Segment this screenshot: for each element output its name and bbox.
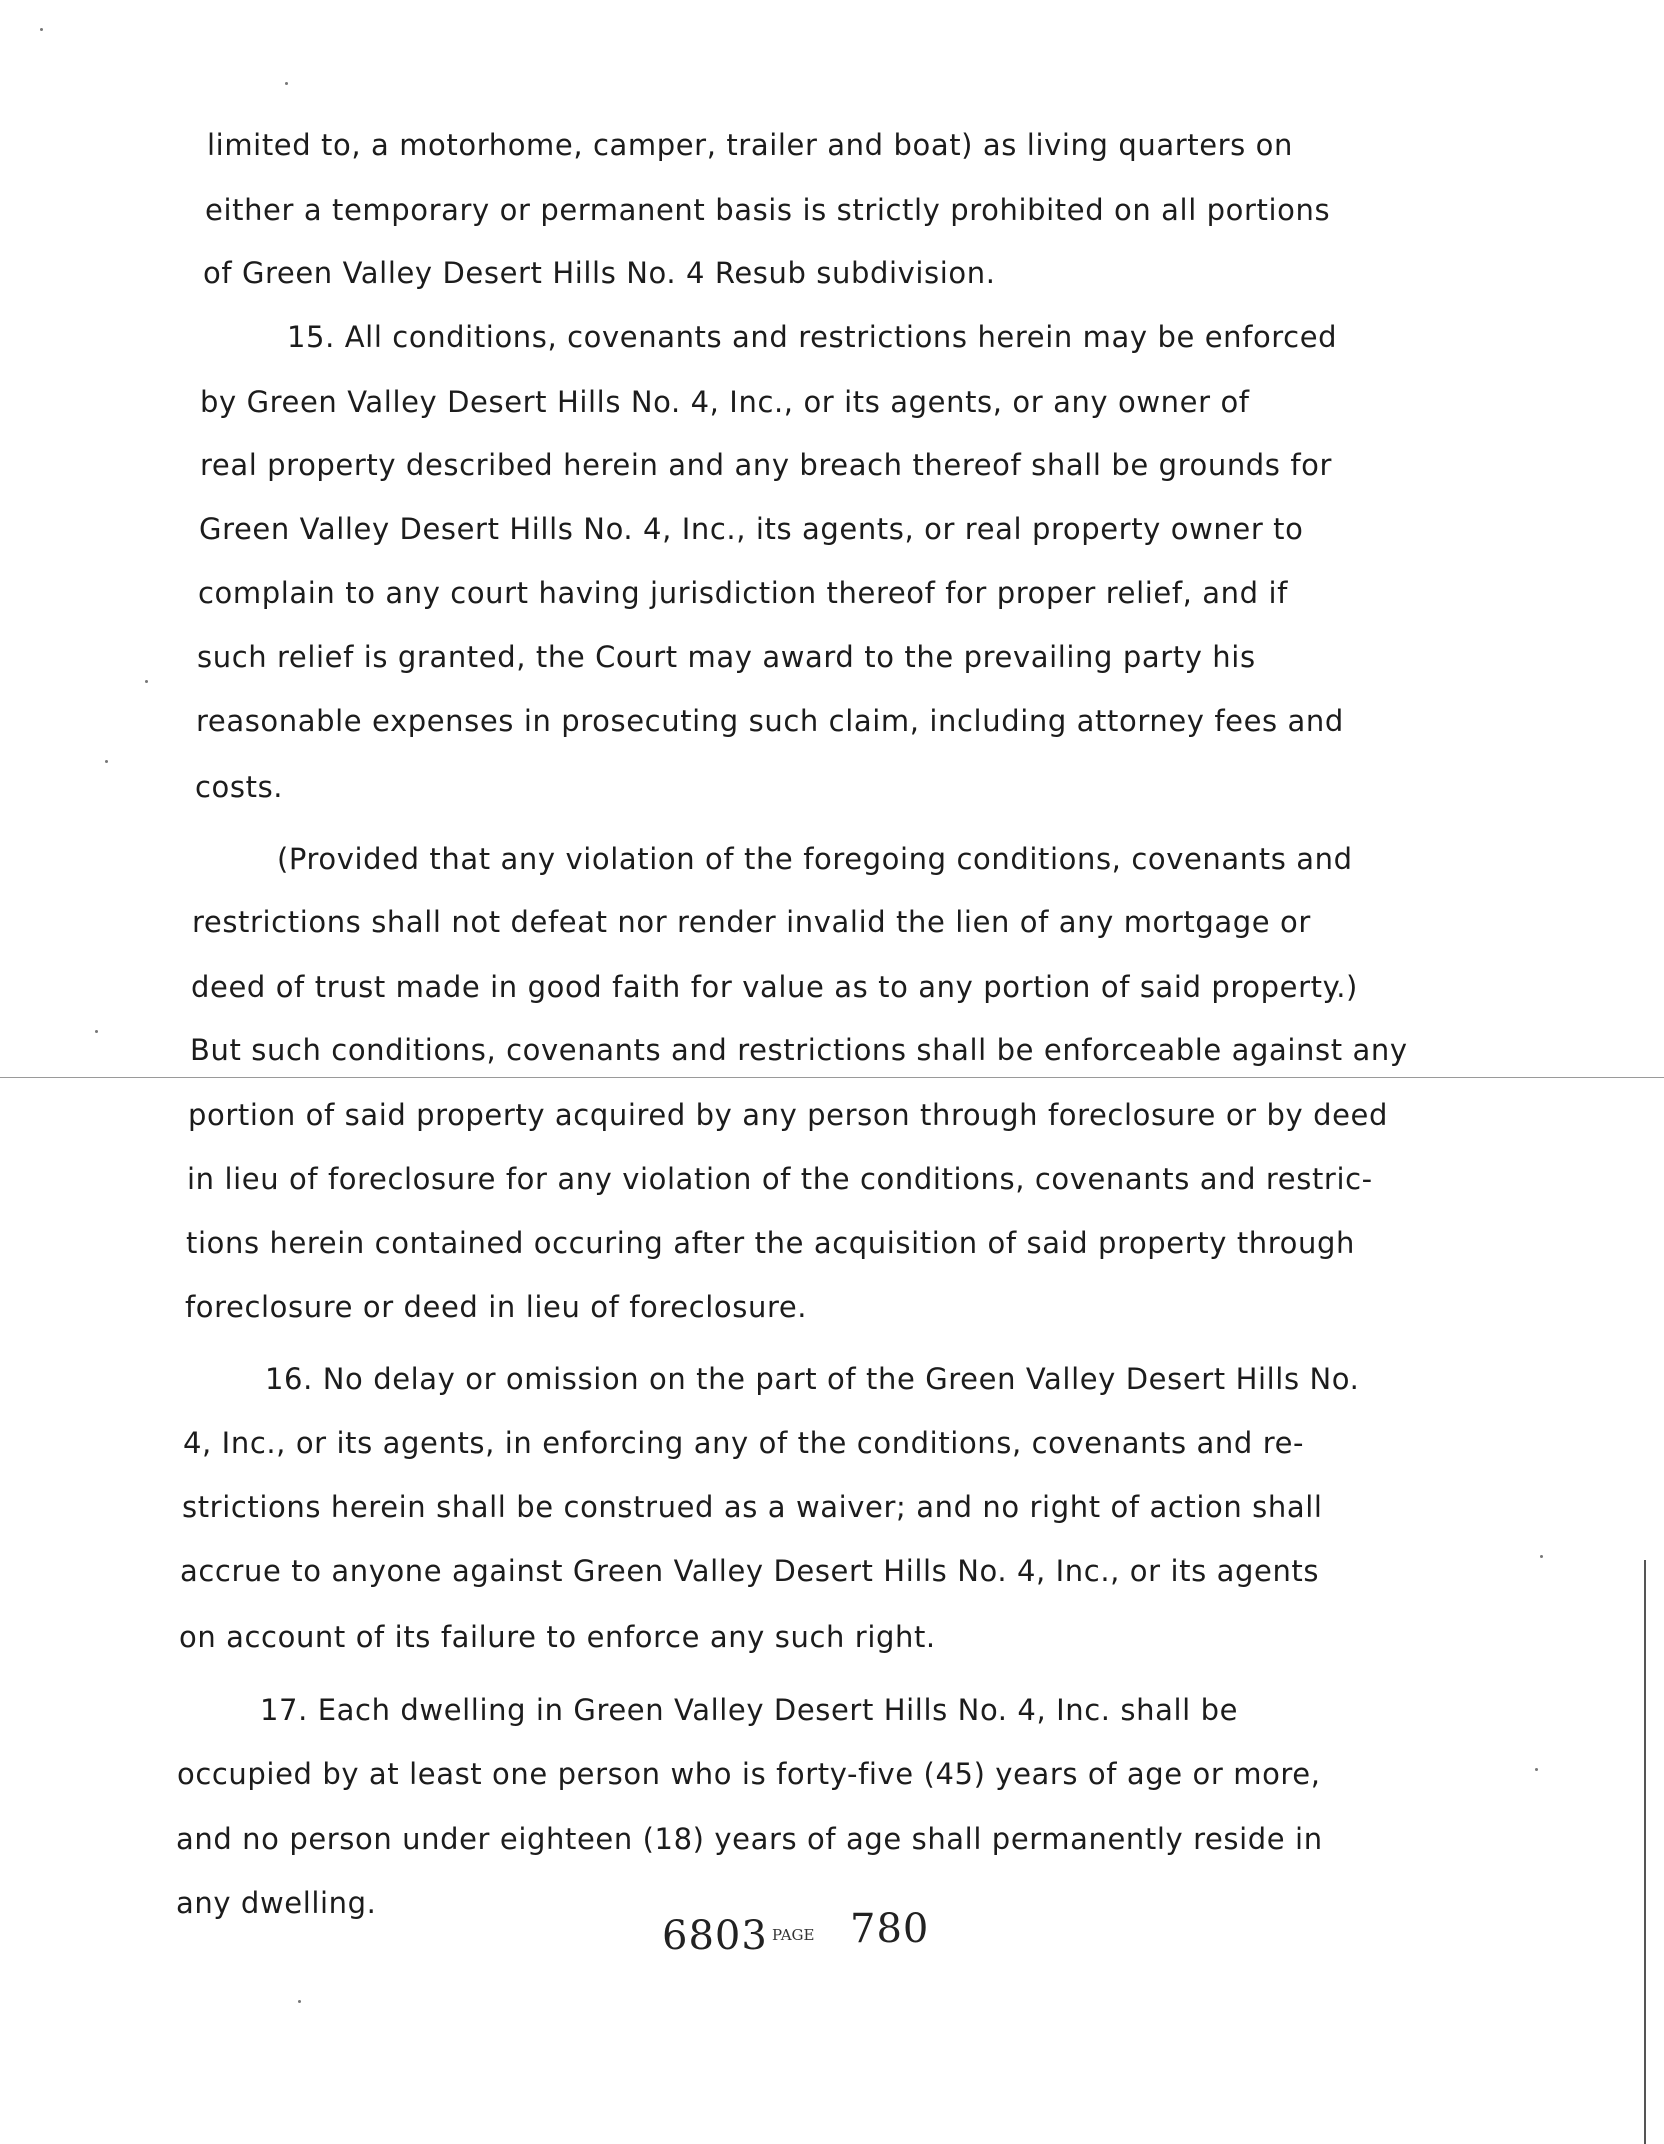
text-line: 4, Inc., or its agents, in enforcing any of the conditions, covenants and re- [183, 1426, 1305, 1460]
scan-speck [1535, 1768, 1538, 1771]
text-line: complain to any court having jurisdiction thereof for proper relief, and if [198, 576, 1288, 610]
text-line: Green Valley Desert Hills No. 4, Inc., its agents, or real property owner to [199, 512, 1304, 546]
text-line: deed of trust made in good faith for value as to any portion of said property.) [191, 970, 1358, 1004]
text-line: foreclosure or deed in lieu of foreclosure. [185, 1290, 808, 1324]
text-line: 16. No delay or omission on the part of the Green Valley Desert Hills No. [265, 1362, 1360, 1396]
text-line: reasonable expenses in prosecuting such claim, including attorney fees and [196, 704, 1344, 738]
text-line: on account of its failure to enforce any such right. [179, 1620, 936, 1654]
text-line: (Provided that any violation of the foregoing conditions, covenants and [277, 842, 1353, 876]
text-line: either a temporary or permanent basis is strictly prohibited on all portions [205, 193, 1331, 227]
text-line: limited to, a motorhome, camper, trailer and boat) as living quarters on [207, 128, 1294, 162]
scan-speck [145, 680, 148, 683]
text-line: strictions herein shall be construed as a waiver; and no right of action shall [182, 1490, 1323, 1524]
text-line: in lieu of foreclosure for any violation of the conditions, covenants and restric- [187, 1162, 1373, 1196]
scan-speck [40, 28, 43, 31]
book-number: 6803 [662, 1913, 768, 1959]
scan-speck [285, 82, 288, 85]
text-line: and no person under eighteen (18) years of age shall permanently reside in [176, 1822, 1323, 1856]
text-line: But such conditions, covenants and restrictions shall be enforceable against any [190, 1033, 1408, 1067]
text-line: any dwelling. [176, 1886, 377, 1920]
scan-fold-line [0, 1077, 1664, 1078]
text-line: 15. All conditions, covenants and restrictions herein may be enforced [287, 320, 1338, 354]
text-line: occupied by at least one person who is forty-five (45) years of age or more, [177, 1757, 1321, 1791]
scan-speck [95, 1030, 98, 1033]
page-number: 780 [850, 1906, 930, 1952]
text-line: by Green Valley Desert Hills No. 4, Inc., or its agents, or any owner of [200, 385, 1250, 419]
scan-edge-line [1644, 1560, 1646, 2144]
text-line: tions herein contained occuring after the acquisition of said property through [186, 1226, 1355, 1260]
text-line: of Green Valley Desert Hills No. 4 Resub subdivision. [203, 256, 996, 290]
scan-speck [1540, 1555, 1543, 1558]
text-line: portion of said property acquired by any person through foreclosure or by deed [188, 1098, 1388, 1132]
scan-speck [298, 2000, 301, 2003]
page-label: PAGE [772, 1926, 815, 1944]
text-line: 17. Each dwelling in Green Valley Desert Hills No. 4, Inc. shall be [260, 1693, 1239, 1727]
text-line: accrue to anyone against Green Valley Desert Hills No. 4, Inc., or its agents [180, 1554, 1320, 1588]
text-line: such relief is granted, the Court may award to the prevailing party his [197, 640, 1256, 674]
scan-speck [105, 760, 108, 763]
text-line: restrictions shall not defeat nor render invalid the lien of any mortgage or [192, 905, 1311, 939]
text-line: real property described herein and any breach thereof shall be grounds for [200, 448, 1333, 482]
text-line: costs. [195, 770, 284, 804]
